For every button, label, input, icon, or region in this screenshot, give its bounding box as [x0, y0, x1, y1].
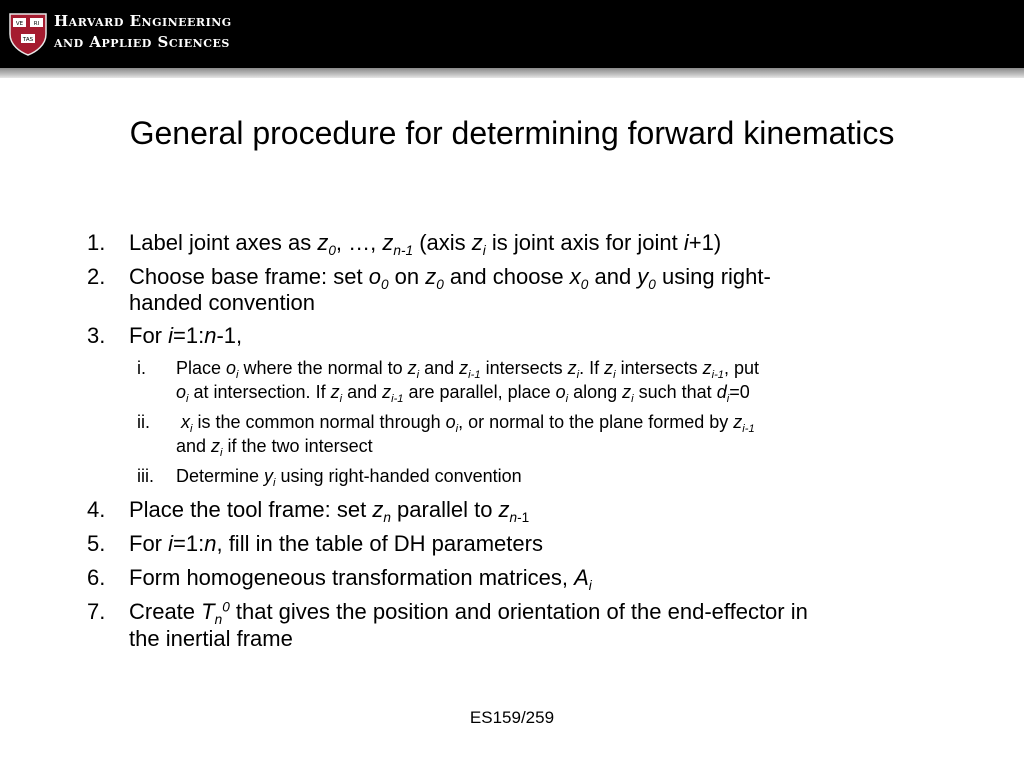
sub-text: Place $o_i$ where the normal to $z_i$ and $z_{i-1}$ intersects $z_i$. If $z_i$ intersects $z_{i-1}$, put: [176, 358, 760, 381]
sub-number: iii.: [137, 466, 154, 486]
list-text: For i=1:n, fill in the table of DH parameters: [129, 531, 543, 556]
logo-text-3: TAS: [22, 37, 34, 44]
logo-text-2: RI: [33, 21, 40, 28]
list-number: 1.: [87, 230, 106, 255]
sub-text: $o_i$ at intersection. If $z_i$ and $z_{i-1}$ are parallel, place $o_i$ along $z_i$ such that $d_i=0$: [176, 382, 750, 405]
list-number: 2.: [87, 264, 106, 289]
org-name-line2: and Applied Sciences: [54, 33, 230, 51]
list-text: Choose base frame: set $o_0$ on $z_0$ and choose $x_0$ and $y_0$ using right-: [129, 264, 771, 292]
header-divider: [0, 68, 1024, 78]
list-text: Label joint axes as $z_0$, …, $z_{n-1}$ (axis $z_i$ is joint axis for joint i+1): [129, 230, 722, 258]
sub-number: i.: [137, 358, 146, 378]
slide-title: General procedure for determining forward kinematics: [129, 115, 895, 151]
list-number: 5.: [87, 531, 106, 556]
slide-footer: ES159/259: [469, 708, 555, 727]
list-number: 3.: [87, 323, 106, 348]
org-name: [54, 11, 232, 53]
list-text: handed convention: [129, 290, 315, 315]
sub-text: Determine $y_i$ using right-handed convention: [176, 466, 522, 489]
list-text: the inertial frame: [129, 626, 293, 651]
list-text: Place the tool frame: set $z_n$ parallel to $z_{n-1}$: [129, 497, 530, 525]
logo-text-1: VE: [15, 21, 24, 28]
sub-text: and $z_i$ if the two intersect: [176, 436, 373, 459]
header-bar: [0, 0, 1024, 68]
harvard-shield-logo: [8, 12, 48, 56]
org-name-line1: Harvard Engineering: [54, 12, 232, 30]
list-text: Form homogeneous transformation matrices, $A_i$: [129, 565, 592, 593]
list-text: For i=1:n-1,: [129, 323, 243, 348]
list-text: Create $T_n^0$ that gives the position and orientation of the end-effector in: [129, 599, 808, 627]
list-number: 6.: [87, 565, 106, 590]
sub-number: ii.: [137, 412, 150, 432]
list-number: 7.: [87, 599, 106, 624]
list-number: 4.: [87, 497, 106, 522]
sub-text: $x_i$ is the common normal through $o_i$, or normal to the plane formed by $z_{i-1}$: [181, 412, 755, 435]
